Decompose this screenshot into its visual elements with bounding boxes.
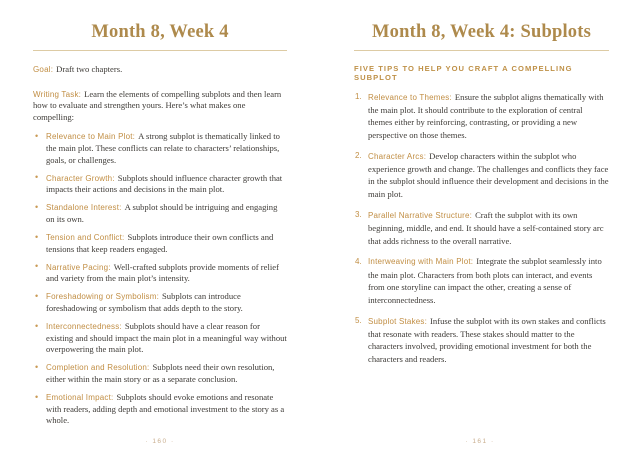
writing-task-text: Learn the elements of compelling subplots and then learn how to evaluate and strengthen yours. Here’s what makes one compelling: <box>33 88 282 122</box>
list-item <box>33 362 287 385</box>
bullet-label: Completion and Resolution: <box>46 363 150 373</box>
bullet-text: Subplots should evoke emotions and resonate with readers, adding depth and emotional investment to the story as a whole. <box>46 392 285 426</box>
list-item <box>33 232 287 255</box>
tip-number: 5. <box>355 316 362 326</box>
title-divider <box>354 50 609 51</box>
bullet-icon: • <box>35 231 39 242</box>
tip-number: 1. <box>355 92 362 101</box>
goal-label: Goal: <box>33 65 54 74</box>
bullet-icon: • <box>35 290 39 301</box>
bullet-icon: • <box>35 201 39 212</box>
list-item <box>33 291 287 314</box>
list-item <box>354 209 609 247</box>
bullet-text: Subplots need their own resolution, either within the main story or as a separate conclusion. <box>46 362 275 384</box>
right-page <box>320 0 640 464</box>
bullet-label: Interconnectedness: <box>46 322 122 332</box>
bullet-label: Tension and Conflict: <box>46 233 125 243</box>
list-item <box>354 315 609 366</box>
tip-text: Integrate the subplot seamlessly into the main plot. Characters from both plots can interact, and events from one storyline can impact the other, creating a sense of interconnectedness. <box>368 256 602 305</box>
list-item <box>33 321 287 356</box>
title-divider <box>33 50 287 51</box>
goal-text: Draft two chapters. <box>56 64 123 74</box>
tip-label: Interweaving with Main Plot: <box>368 257 474 267</box>
list-item <box>354 255 609 306</box>
bullet-label: Character Growth: <box>46 173 115 183</box>
tip-label: Subplot Stakes: <box>368 316 428 326</box>
bullet-text: Subplots can introduce foreshadowing or symbolism that adds depth to the story. <box>46 291 243 313</box>
list-item <box>33 131 287 166</box>
tip-text: Develop characters within the subplot who experience growth and change. The challenges and conflicts they face in the subplot should influence their development and decisions in the main plot. <box>368 150 609 199</box>
page-number: · 160 · <box>145 438 175 445</box>
tip-label: Parallel Narrative Structure: <box>368 210 473 220</box>
tip-number: 2. <box>355 151 362 161</box>
list-item <box>354 150 609 201</box>
bullet-icon: • <box>35 261 39 272</box>
tip-number: 3. <box>355 210 362 220</box>
page-title: Month 8, Week 4: Subplots <box>372 22 591 42</box>
tip-text: Infuse the subplot with its own stakes and conflicts that resonate with readers. These stakes should matter to the characters involved, providing emotional investment for both the characters and readers. <box>368 315 606 364</box>
tip-label: Relevance to Themes: <box>368 92 452 102</box>
bullet-icon: • <box>35 361 39 372</box>
bullet-label: Foreshadowing or Symbolism: <box>46 292 159 302</box>
bullet-label: Relevance to Main Plot: <box>46 132 136 142</box>
tip-label: Character Arcs: <box>368 151 427 161</box>
tip-text: Craft the subplot with its own beginning, middle, and end. It should have a self-contained story arc that adds richness to the overall narrative. <box>368 209 604 246</box>
bullet-label: Emotional Impact: <box>46 393 114 403</box>
subplot-elements-list <box>33 131 287 426</box>
page-number: · 161 · <box>465 438 495 445</box>
bullet-text: A strong subplot is thematically linked to the main plot. These conflicts can relate to characters’ relationships, goals, or challenges. <box>46 131 280 165</box>
bullet-text: Subplots introduce their own conflicts and tensions that keep readers engaged. <box>46 232 274 254</box>
five-tips-list <box>354 91 609 366</box>
list-item <box>354 91 609 142</box>
bullet-icon: • <box>35 391 39 402</box>
bullet-text: Subplots should have a clear reason for existing and should impact the main plot in a meaningful way without overpowering the main plot. <box>46 321 287 355</box>
bullet-text: Subplots should influence character growth that impacts their actions and decisions in the main plot. <box>46 172 283 195</box>
bullet-label: Narrative Pacing: <box>46 262 111 272</box>
section-heading: FIVE TIPS TO HELP YOU CRAFT A COMPELLING SUBPLOT <box>354 64 573 82</box>
bullet-icon: • <box>35 172 39 183</box>
bullet-icon: • <box>35 320 39 331</box>
bullet-text: Well-crafted subplots provide moments of relief and variety from the main plot’s intensity. <box>46 261 279 284</box>
writing-task-label: Writing Task: <box>33 89 82 99</box>
page-title: Month 8, Week 4 <box>91 22 229 42</box>
list-item <box>33 392 287 427</box>
list-item <box>33 262 287 285</box>
tip-text: Ensure the subplot aligns thematically with the main plot. It should contribute to the exploration of central themes either by reinforcing, contrasting, or providing a new perspective on those themes. <box>368 91 604 140</box>
writing-task-paragraph <box>33 89 287 124</box>
list-item <box>33 202 287 225</box>
list-item <box>33 173 287 196</box>
bullet-icon: • <box>35 130 39 141</box>
bullet-text: A subplot should be intriguing and engaging on its own. <box>46 202 278 224</box>
goal-paragraph <box>33 64 287 76</box>
bullet-label: Standalone Interest: <box>46 203 122 213</box>
tip-number: 4. <box>355 256 362 266</box>
